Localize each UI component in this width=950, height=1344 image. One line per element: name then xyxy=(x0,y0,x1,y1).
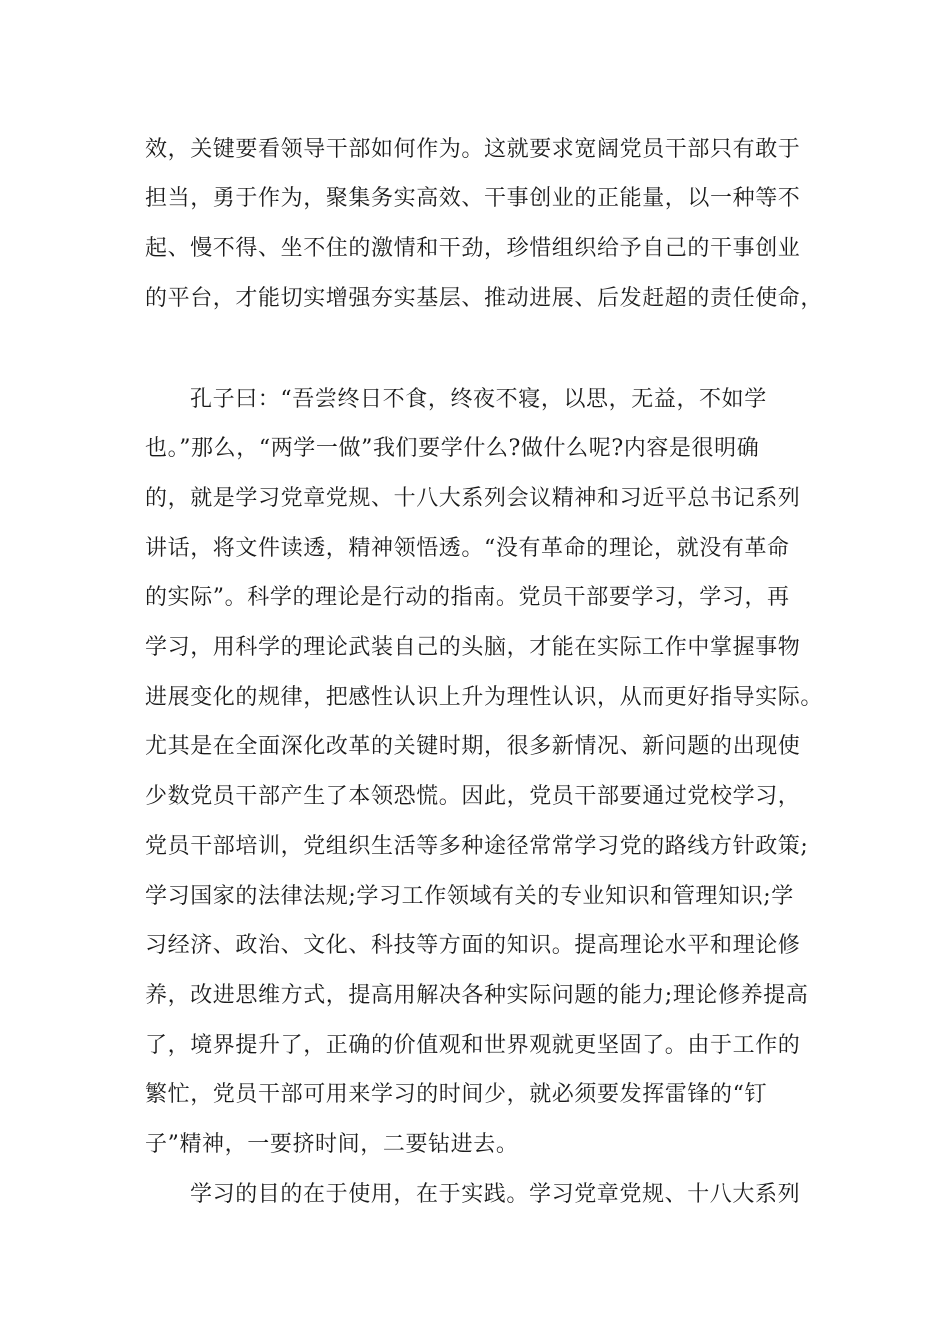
text-line: 的，就是学习党章党规、十八大系列会议精神和习近平总书记系列 xyxy=(145,486,801,511)
text-line: 尤其是在全面深化改革的关键时期，很多新情况、新问题的出现使 xyxy=(145,734,801,759)
text-line: 少数党员干部产生了本领恐慌。因此，党员干部要通过党校学习， xyxy=(145,784,801,809)
text-line: 也。”那么，“两学一做”我们要学什么?做什么呢?内容是很明确 xyxy=(145,436,760,461)
text-line: 担当，勇于作为，聚集务实高效、干事创业的正能量，以一种等不 xyxy=(145,186,801,211)
text-line: 习经济、政治、文化、科技等方面的知识。提高理论水平和理论修 xyxy=(145,933,801,958)
text-line: 养，改进思维方式，提高用解决各种实际问题的能力;理论修养提高 xyxy=(145,983,809,1008)
text-line: 效，关键要看领导干部如何作为。这就要求宽阔党员干部只有敢于 xyxy=(145,137,801,162)
text-line: 进展变化的规律，把感性认识上升为理性认识，从而更好指导实际。 xyxy=(145,685,824,710)
text-line: 讲话，将文件读透，精神领悟透。“没有革命的理论，就没有革命 xyxy=(145,536,790,561)
text-line: 的平台，才能切实增强夯实基层、推动进展、后发赶超的责任使命， xyxy=(145,286,824,311)
paragraph-start-line: 学习的目的在于使用，在于实践。学习党章党规、十八大系列 xyxy=(190,1182,801,1207)
text-line: 子”精神，一要挤时间，二要钻进去。 xyxy=(145,1132,519,1157)
text-line: 党员干部培训，党组织生活等多种途径常常学习党的路线方针政策; xyxy=(145,834,809,859)
paragraph-start-line: 孔子曰：“吾尝终日不食，终夜不寝，以思，无益，不如学 xyxy=(190,387,767,412)
text-line: 繁忙，党员干部可用来学习的时间少，就必须要发挥雷锋的“钉 xyxy=(145,1082,768,1107)
text-line: 起、慢不得、坐不住的激情和干劲，珍惜组织给予自己的干事创业 xyxy=(145,236,801,261)
text-line: 学习，用科学的理论武装自己的头脑，才能在实际工作中掌握事物 xyxy=(145,635,801,660)
text-line: 的实际”。科学的理论是行动的指南。党员干部要学习，学习，再 xyxy=(145,585,790,610)
text-line: 学习国家的法律法规;学习工作领域有关的专业知识和管理知识;学 xyxy=(145,884,794,909)
text-line: 了，境界提升了，正确的价值观和世界观就更坚固了。由于工作的 xyxy=(145,1033,801,1058)
